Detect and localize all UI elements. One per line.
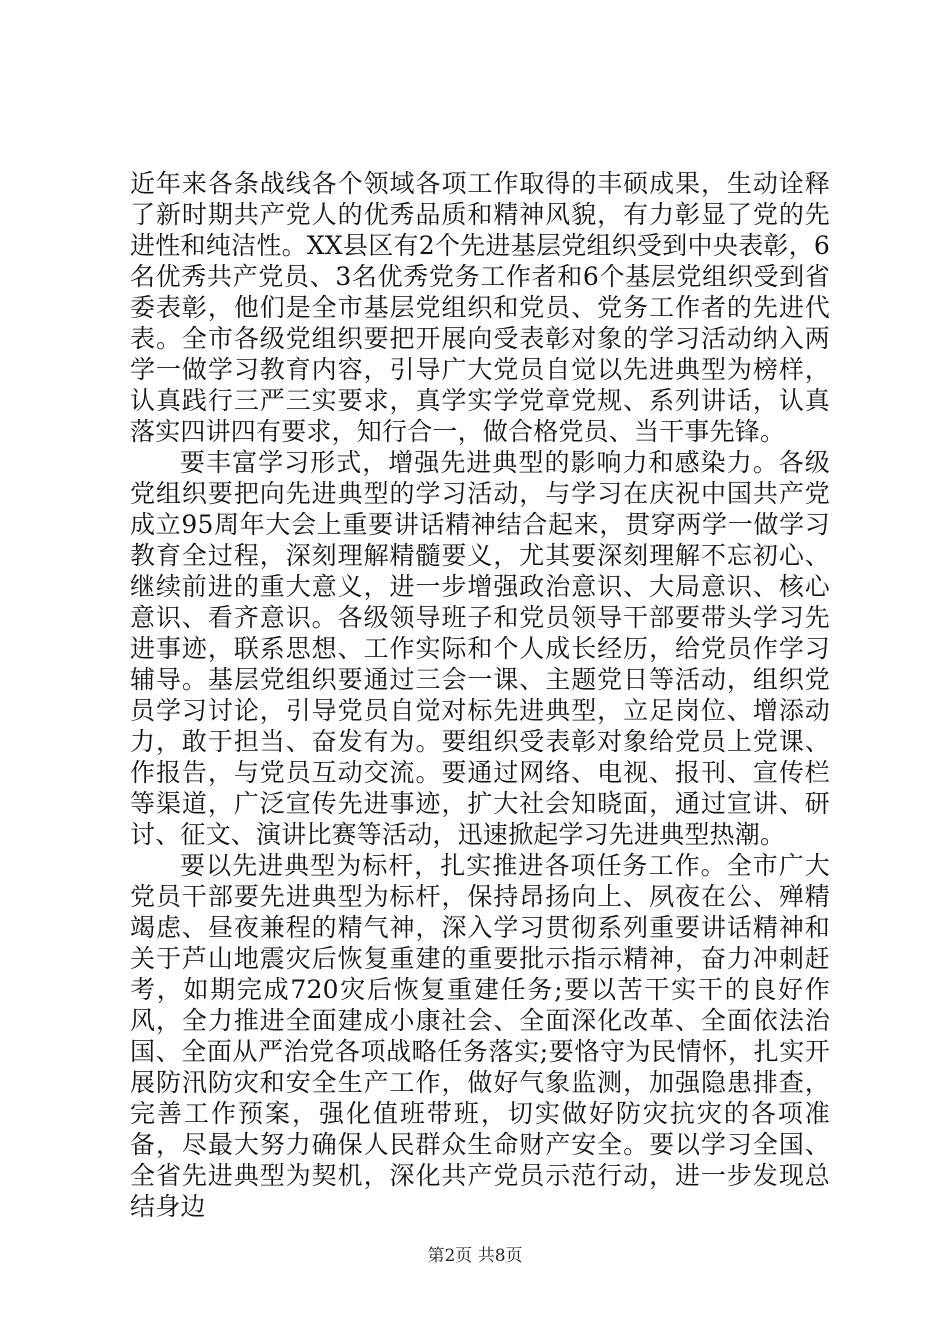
paragraph-2: 要丰富学习形式，增强先进典型的影响力和感染力。各级党组织要把向先进典型的学习活动，与学习在庆祝中国共产党成立95周年大会上重要讲话精神结合起来，贯穿两学一做学习教育全过程，深刻理解精髓要义，尤其要深刻理解不忘初心、继续前进的重大意义，进一步增强政治意识、大局意识、核心意识、看齐意识。各级领导班子和党员领导干部要带头学习先进事迹，联系思想、工作实际和个人成长经历，给党员作学习辅导。基层党组织要通过三会一课、主题党日等活动，组织党员学习讨论，引导党员自觉对标先进典型，立足岗位、增添动力，敢于担当、奋发有为。要组织受表彰对象给党员上党课、作报告，与党员互动交流。要通过网络、电视、报刊、宣传栏等渠道，广泛宣传先进事迹，扩大社会知晓面，通过宣讲、研讨、征文、演讲比赛等活动，迅速掀起学习先进典型热潮。 (130, 448, 830, 849)
document-body (130, 168, 830, 1222)
paragraph-1: 近年来各条战线各个领域各项工作取得的丰硕成果，生动诠释了新时期共产党人的优秀品质和精神风貌，有力彰显了党的先进性和纯洁性。XX县区有2个先进基层党组织受到中央表彰，6名优秀共产党员、3名优秀党务工作者和6个基层党组织受到省委表彰，他们是全市基层党组织和党员、党务工作者的先进代表。全市各级党组织要把开展向受表彰对象的学习活动纳入两学一做学习教育内容，引导广大党员自觉以先进典型为榜样，认真践行三严三实要求，真学实学党章党规、系列讲话，认真落实四讲四有要求，知行合一，做合格党员、当干事先锋。 (130, 169, 830, 446)
paragraph-3: 要以先进典型为标杆，扎实推进各项任务工作。全市广大党员干部要先进典型为标杆，保持昂扬向上、夙夜在公、殚精竭虑、昼夜兼程的精气神，深入学习贯彻系列重要讲话精神和关于芦山地震灾后恢复重建的重要批示指示精神，奋力冲刺赶考，如期完成720灾后恢复重建任务;要以苦干实干的良好作风，全力推进全面建成小康社会、全面深化改革、全面依法治国、全面从严治党各项战略任务落实;要恪守为民情怀，扎实开展防汛防灾和安全生产工作，做好气象监测，加强隐患排查，完善工作预案，强化值班带班，切实做好防灾抗灾的各项准备，尽最大努力确保人民群众生命财产安全。要以学习全国、全省先进典型为契机，深化共产党员示范行动，进一步发现总结身边 (130, 851, 830, 1221)
page-number-footer: 第2页 共8页 (427, 1246, 523, 1266)
